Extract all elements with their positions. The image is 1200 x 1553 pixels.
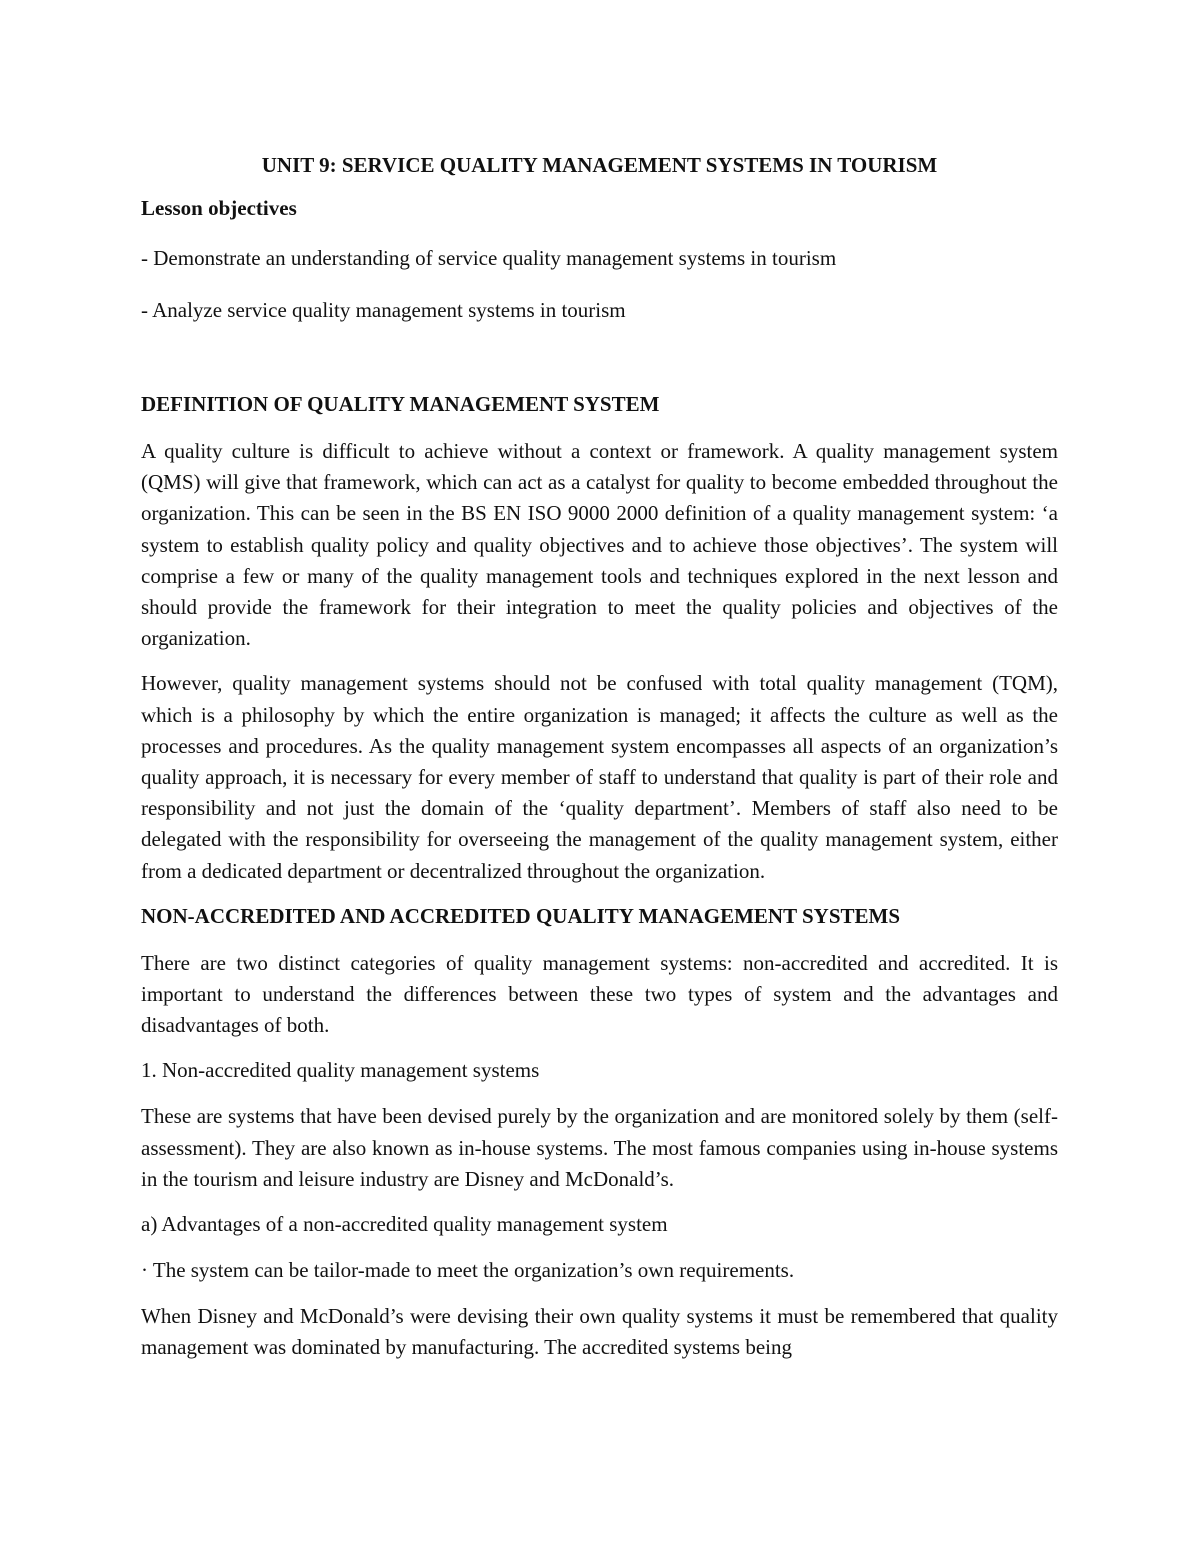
section-heading-definition: DEFINITION OF QUALITY MANAGEMENT SYSTEM — [141, 392, 660, 416]
objective-item: - Demonstrate an understanding of service quality management systems in tourism — [141, 246, 837, 270]
section-heading-accreditation: NON-ACCREDITED AND ACCREDITED QUALITY MANAGEMENT SYSTEMS — [141, 903, 901, 928]
objectives-heading: Lesson objectives — [141, 196, 297, 220]
paragraph: However, quality management systems should not be confused with total quality management (TQM), which is a philosophy by which the entire organization is managed; it affects the culture as well as the processes and procedures. As the quality management system encompasses all aspects of an organization’s quality approach, it is necessary for every member of staff to understand that quality is part of their role and responsibility and not just the domain of the ‘quality department’. Members of staff also need to be delegated with the responsibility for overseeing the management of the quality management system, either from a dedicated department or decentralized throughout the organization. — [141, 671, 1058, 883]
section-spacer — [141, 347, 1058, 389]
paragraph: These are systems that have been devised purely by the organization and are monitored solely by them (self-assessment). They are also known as in-house systems. The most famous companies using in-house systems in the tourism and leisure industry are Disney and McDonald’s. — [141, 1104, 1058, 1191]
document-title: UNIT 9: SERVICE QUALITY MANAGEMENT SYSTEMS IN TOURISM — [261, 153, 938, 177]
objective-item: - Analyze service quality management systems in tourism — [141, 298, 626, 322]
advantage-item: · The system can be tailor-made to meet the organization’s own requirements. — [141, 1258, 795, 1283]
paragraph: When Disney and McDonald’s were devising their own quality systems it must be remembered that quality management was dominated by manufacturing. The accredited systems being — [141, 1304, 1058, 1360]
paragraph: A quality culture is difficult to achieve without a context or framework. A quality management system (QMS) will give that framework, which can act as a catalyst for quality to become embedded throughout the organization. This can be seen in the BS EN ISO 9000 2000 definition of a quality management system: ‘a system to establish quality policy and quality objectives and to achieve those objectives’. The system will comprise a few or many of the quality management tools and techniques explored in the next lesson and should provide the framework for their integration to meet the quality policies and objectives of the organization. — [141, 439, 1058, 651]
paragraph: There are two distinct categories of quality management systems: non-accredited and accredited. It is important to understand the differences between these two types of system and the advantages and disadvantages of both. — [141, 950, 1058, 1038]
advantages-heading: a) Advantages of a non-accredited quality management system — [141, 1212, 668, 1237]
document-page — [141, 150, 1058, 1377]
subheading-non-accredited: 1. Non-accredited quality management systems — [141, 1058, 540, 1083]
